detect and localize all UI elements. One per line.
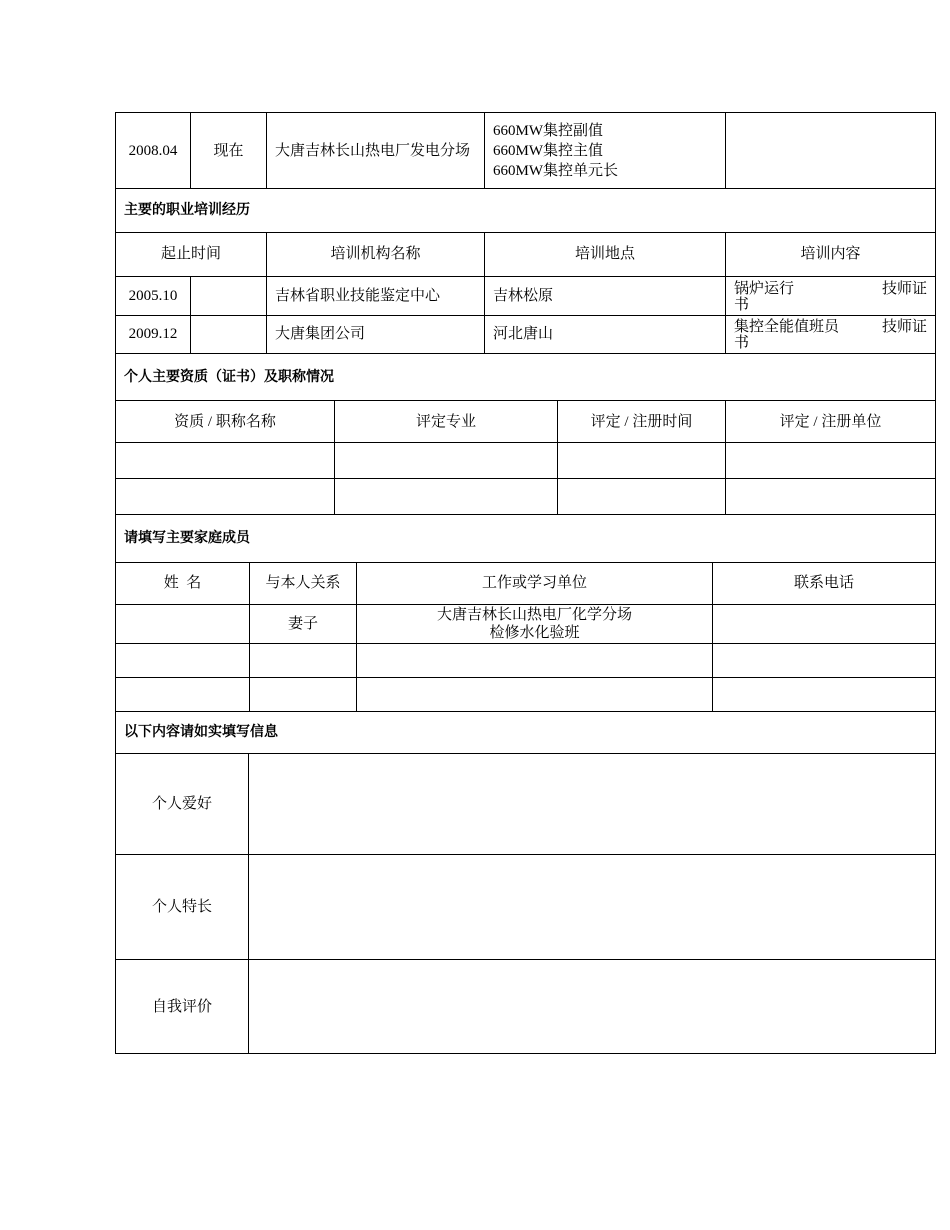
qualification-major-cell[interactable] [335,479,558,515]
family-header-phone: 联系电话 [713,562,936,604]
family-header-name: 姓 名 [116,562,250,604]
personal-row [116,754,936,855]
family-relation-cell[interactable]: 妻子 [250,604,357,643]
work-unit-cell[interactable]: 大唐吉林长山热电厂发电分场 [267,113,485,189]
self-evaluation-field[interactable] [249,960,936,1054]
personal-table [115,712,936,1055]
personal-section-title: 以下内容请如实填写信息 [116,712,936,754]
family-name-cell[interactable] [116,643,250,677]
qualification-header-major: 评定专业 [335,401,558,443]
training-content-a: 集控全能值班员 [734,319,840,335]
family-phone-cell[interactable] [713,643,936,677]
training-header-time: 起止时间 [116,232,267,276]
training-header-org: 培训机构名称 [267,232,485,276]
training-content-a: 锅炉运行 [734,280,795,297]
hobby-label: 个人爱好 [116,754,249,855]
training-header-content: 培训内容 [726,232,936,276]
family-row [116,643,936,677]
qualification-section-title: 个人主要资质（证书）及职称情况 [116,354,936,401]
family-section-title: 请填写主要家庭成员 [116,515,936,562]
training-row [116,315,936,353]
family-name-cell[interactable] [116,677,250,711]
position-line: 660MW集控副值 [493,122,603,139]
qualification-name-cell[interactable] [116,479,335,515]
qualification-unit-cell[interactable] [726,479,936,515]
qualification-time-cell[interactable] [558,443,726,479]
hobby-field[interactable] [249,754,936,855]
qualification-name-cell[interactable] [116,443,335,479]
family-header-unit: 工作或学习单位 [357,562,713,604]
specialty-label: 个人特长 [116,855,249,960]
family-row [116,604,936,643]
training-time2-cell[interactable] [191,315,267,353]
training-content-b: 技师证 [882,280,928,297]
work-history-table [115,112,936,189]
work-position-cell[interactable] [485,113,726,189]
family-header-row [116,562,936,604]
work-history-row [116,113,936,189]
qualification-major-cell[interactable] [335,443,558,479]
training-time2-cell[interactable] [191,276,267,315]
training-place-cell[interactable]: 吉林松原 [485,276,726,315]
training-table [115,189,936,354]
work-note-cell[interactable] [726,113,936,189]
family-row [116,677,936,711]
personal-row [116,855,936,960]
qualification-table [115,354,936,516]
qualification-time-cell[interactable] [558,479,726,515]
training-content-c: 书 [734,335,750,351]
family-unit-cell[interactable] [357,643,713,677]
qualification-header-unit: 评定 / 注册单位 [726,401,936,443]
family-relation-cell[interactable] [250,643,357,677]
family-name-cell[interactable] [116,604,250,643]
work-end-cell[interactable]: 现在 [191,113,267,189]
training-time-cell[interactable]: 2005.10 [116,276,191,315]
family-unit-line: 大唐吉林长山热电厂化学分场 [436,606,632,623]
family-phone-cell[interactable] [713,677,936,711]
resume-form-page [115,112,935,1054]
training-row [116,276,936,315]
training-org-cell[interactable]: 大唐集团公司 [267,315,485,353]
personal-row [116,960,936,1054]
qualification-row [116,479,936,515]
family-unit-line: 检修水化验班 [489,624,580,641]
training-header-place: 培训地点 [485,232,726,276]
qualification-unit-cell[interactable] [726,443,936,479]
qualification-header-time: 评定 / 注册时间 [558,401,726,443]
family-unit-cell[interactable] [357,677,713,711]
work-start-cell[interactable]: 2008.04 [116,113,191,189]
training-place-cell[interactable]: 河北唐山 [485,315,726,353]
training-content-c: 书 [734,296,750,313]
training-org-cell[interactable]: 吉林省职业技能鉴定中心 [267,276,485,315]
qualification-header-row [116,401,936,443]
position-line: 660MW集控主值 [493,142,603,159]
training-content-cell[interactable] [726,315,936,353]
qualification-header-name: 资质 / 职称名称 [116,401,335,443]
specialty-field[interactable] [249,855,936,960]
family-relation-cell[interactable] [250,677,357,711]
qualification-row [116,443,936,479]
family-header-relation: 与本人关系 [250,562,357,604]
family-table [115,515,936,712]
training-content-cell[interactable] [726,276,936,315]
training-content-b: 技师证 [882,319,928,335]
self-evaluation-label: 自我评价 [116,960,249,1054]
family-unit-cell[interactable] [357,604,713,643]
training-header-row [116,232,936,276]
position-line: 660MW集控单元长 [493,162,618,179]
family-phone-cell[interactable] [713,604,936,643]
training-section-title: 主要的职业培训经历 [116,189,936,232]
training-time-cell[interactable]: 2009.12 [116,315,191,353]
